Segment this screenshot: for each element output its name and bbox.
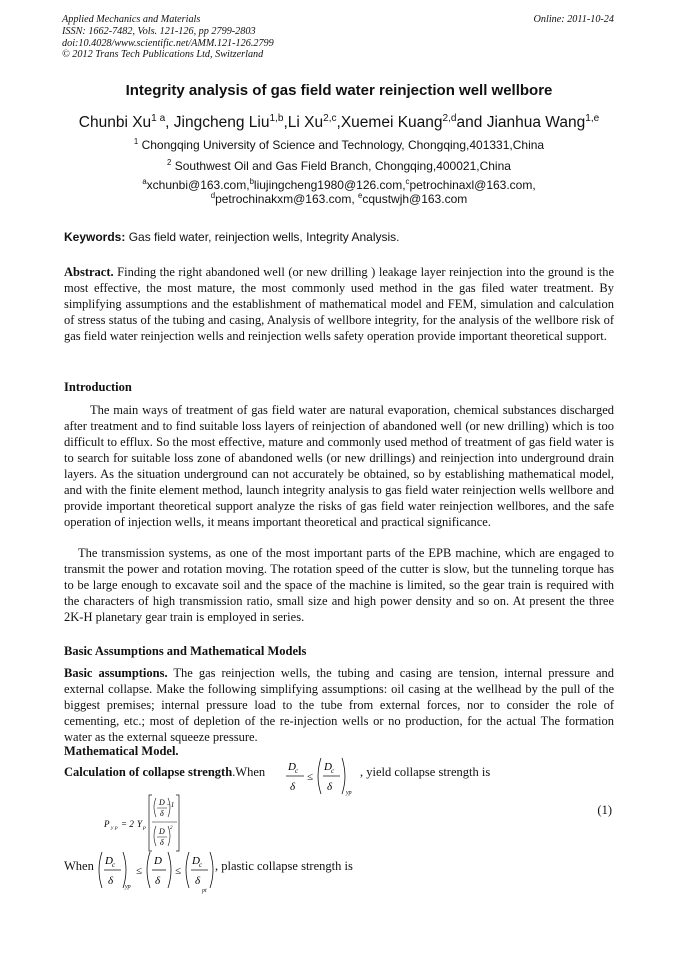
- svg-text:= 2: = 2: [121, 819, 134, 829]
- assumptions-text: The gas reinjection wells, the tubing and casing are tension, internal pressure and external collapse. Make the following simplifying assumptions: oil casing at the wellhead by the pull of the biggest premises; internal pressure load to the tube from external forces, nor to consider the role of cementing, etc.; most of depletion of the re-injection wells or no production, for the actual The formation water as the external squeeze pressure.: [64, 666, 614, 744]
- author: ,Xuemei Kuang: [336, 114, 443, 131]
- svg-text:D: D: [159, 798, 165, 807]
- svg-text:D: D: [154, 855, 162, 867]
- svg-text:δ: δ: [327, 781, 333, 793]
- assumptions-paragraph: [64, 665, 614, 745]
- abstract-label: Abstract.: [64, 265, 114, 279]
- svg-text:c: c: [112, 861, 116, 869]
- collapse-strength-line: Calculation of collapse strength.When: [64, 765, 266, 779]
- copyright: © 2012 Trans Tech Publications Ltd, Switzerland: [62, 49, 264, 61]
- assumptions-label: Basic assumptions.: [64, 666, 168, 680]
- svg-text:≤: ≤: [175, 865, 182, 877]
- intro-paragraph-2: The transmission systems, as one of the most important parts of the EPB machine, which are engaged to transmit the power and rotation moving. The rotation speed of the cutter is slow, but the tunneling torque has to be large enough to excavate soil and the space of the machine is limited, so the gear train is required with the characters of high transmission ratio, small size and high power density and so on. At present the three 2K-H planetary gear train is employed in series.: [64, 546, 614, 624]
- abstract: [64, 264, 614, 344]
- keywords-text: Gas field water, reinjection wells, Integrity Analysis.: [125, 230, 400, 244]
- svg-text:δ: δ: [195, 875, 201, 887]
- svg-text:δ: δ: [160, 809, 164, 818]
- doi: doi:10.4028/www.scientific.net/AMM.121-126.2799: [62, 37, 274, 49]
- section-heading-assumptions: Basic Assumptions and Mathematical Models: [64, 644, 307, 658]
- svg-text:D: D: [324, 761, 332, 773]
- author: Chunbi Xu: [78, 114, 152, 131]
- svg-text:D: D: [105, 855, 113, 867]
- author-list: Chunbi $Xu^{1 a}$, Jingcheng Liu$^{1,b}$,Li Xu$^{2,c}$,Xuemei Kuang$^{2,d}$and Jianhua Wang$^{1,e}$: [78, 112, 600, 131]
- yield-text: , yield collapse strength is: [360, 765, 491, 779]
- svg-text:p: p: [143, 825, 146, 831]
- journal-name: Applied Mechanics and Materials: [62, 14, 201, 25]
- mathematical-model-heading: Mathematical Model.: [64, 744, 179, 758]
- online-date: Online: 2011-10-24: [533, 14, 614, 25]
- svg-text:y p: y p: [111, 825, 118, 831]
- svg-text:−1: −1: [166, 801, 175, 809]
- svg-text:≤: ≤: [307, 771, 314, 783]
- email-line-1: $^a$xchunbi@163.com,$^b$liujingcheng1980@126.com,$^c$petrochinaxl@163.com,: [142, 177, 536, 192]
- svg-text:≤: ≤: [136, 865, 143, 877]
- paper-title: Integrity analysis of gas field water reinjection well wellbore: [125, 82, 553, 99]
- svg-text:δ: δ: [108, 875, 114, 887]
- svg-text:δ: δ: [155, 875, 161, 887]
- svg-text:yp: yp: [125, 884, 131, 890]
- affiliation-1: $^1$ Chongqing University of Science and Technology, Chongqing,401331,China: [133, 137, 545, 152]
- equation-1: [104, 793, 204, 853]
- svg-text:D: D: [192, 855, 200, 867]
- affiliation-2: $^2$ Southwest Oil and Gas Field Branch, Chongqing,400021,China: [167, 158, 511, 173]
- email-link[interactable]: cqustwjh@163.com: [362, 192, 468, 206]
- equation-number: (1): [597, 803, 612, 817]
- svg-text:c: c: [295, 767, 299, 775]
- keywords-label: Keywords:: [64, 230, 126, 244]
- svg-text:2: 2: [170, 826, 173, 831]
- email-link[interactable]: xchunbi@163.com,: [146, 178, 250, 192]
- svg-text:D: D: [288, 761, 296, 773]
- svg-text:yp: yp: [346, 790, 352, 796]
- abstract-text: Finding the right abandoned well (or new drilling ) leakage layer reinjection into the ground is the most effective, the most mature, the most commonly used method in the gas filed water treatment. By simplifying assumptions and the establishment of mathematical model and FEM, simulation and calculation of stress status of the tubing and casing, Analysis of wellbore integrity, for the analysis of the wellbore risk of gas field water reinjection wells and reinjection wells safety operation provide important theoretical support.: [64, 265, 614, 343]
- email-link[interactable]: petrochinakxm@163.com,: [215, 192, 358, 206]
- email-link[interactable]: liujingcheng1980@126.com,: [253, 178, 406, 192]
- collapse-label: Calculation of collapse strength: [64, 765, 233, 779]
- svg-text:D: D: [159, 827, 165, 836]
- svg-text:Y: Y: [137, 819, 143, 829]
- svg-text:δ: δ: [290, 781, 296, 793]
- inline-formula-2: [96, 849, 216, 891]
- intro-paragraph-1: The main ways of treatment of gas field water are natural evaporation, chemical substances discharged after treatment and to find suitable loss layers of reinjection of abandoned well (or new drilling) which is too difficult to efflux. So the most effective, mature and commonly used method of treatment of gas field water is to search for suitable loss zone of abandoned wells (or new drillings) and reinjection into underground drain layers. As the situation underground can not accurately be obtained, so by establishing mathematical model, and with the finite element method, launch integrity analysis to gas field water reinjection wells wellbore and provide important theoretical support analyze the risks of gas field water reinjection wellbores, and the safe operation of injection wells, it means important theoretical and practical significance.: [64, 403, 614, 529]
- plastic-text: , plastic collapse strength is: [215, 859, 353, 873]
- svg-text:c: c: [331, 767, 335, 775]
- author: ,Li Xu: [283, 114, 324, 131]
- when-text: When: [64, 859, 94, 873]
- running-header: [62, 14, 614, 61]
- svg-text:c: c: [199, 861, 203, 869]
- author: and Jianhua Wang: [456, 114, 586, 131]
- keywords: [64, 230, 614, 244]
- email-list: [0, 178, 678, 206]
- email-line-2: $^d$petrochinakxm@163.com, $^e$cqustwjh@163.com: [210, 191, 468, 206]
- svg-text:P: P: [104, 819, 110, 829]
- subscript-pt: pt: [202, 888, 207, 894]
- email-link[interactable]: petrochinaxl@163.com,: [409, 178, 536, 192]
- author: , Jingcheng Liu: [165, 114, 270, 131]
- inline-formula-1: [283, 755, 358, 797]
- svg-text:δ: δ: [160, 838, 164, 847]
- section-heading-introduction: Introduction: [64, 380, 132, 394]
- issn: ISSN: 1662-7482, Vols. 121-126, pp 2799-2803: [62, 25, 256, 37]
